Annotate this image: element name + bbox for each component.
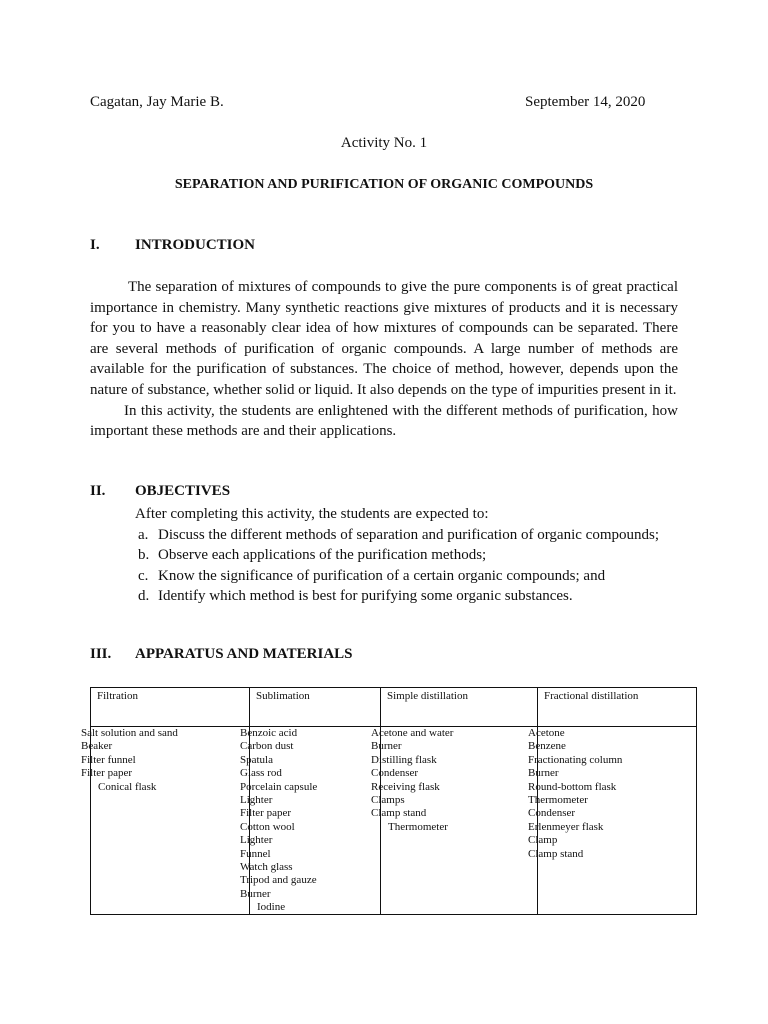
objective-item [135, 525, 659, 546]
objectives-list [135, 525, 659, 607]
list-item: Round-bottom flask [528, 780, 617, 793]
list-item: Burner [371, 740, 402, 753]
materials-cell-filtration [81, 727, 250, 915]
section-numeral-apparatus: III. [90, 646, 112, 662]
list-item: Acetone [528, 727, 565, 739]
document-date: September 14, 2020 [525, 94, 646, 110]
list-item: Beaker [81, 740, 113, 753]
introduction-paragraph: In this activity, the students are enlightened with the different methods of purification, how important these methods are and their applications. [90, 402, 678, 440]
column-header-sublimation: Sublimation [250, 688, 381, 727]
list-item: Tripod and gauze [240, 874, 317, 887]
list-item: Porcelain capsule [240, 780, 318, 793]
materials-list [81, 727, 178, 794]
column-header-simple-distillation: Simple distillation [381, 688, 538, 727]
list-item: Carbon dust [240, 740, 294, 753]
objective-label: b. [138, 547, 150, 564]
materials-table [81, 687, 697, 915]
objective-label: a. [138, 526, 149, 543]
document-title: SEPARATION AND PURIFICATION OF ORGANIC COMPOUNDS [174, 177, 594, 192]
list-item: Condenser [528, 807, 576, 820]
objectives-body [135, 504, 659, 607]
list-item: Benzoic acid [240, 727, 298, 739]
list-item: Filter paper [240, 807, 292, 820]
introduction-body [90, 277, 678, 442]
section-numeral-intro: I. [90, 237, 100, 253]
introduction-paragraph: The separation of mixtures of compounds to give the pure components is of great practical importance in chemistry. Many synthetic reactions give mixtures of products and it is necessary for you to have a reasonably clear idea of how mixtures of compounds can be separated. There are several methods of purification of organic compounds. A large number of methods are available for the purification of substances. The choice of method, however, depends upon the nature of substance, whether solid or liquid. It also depends on the type of impurities present in it. [90, 279, 678, 398]
section-heading-apparatus: APPARATUS AND MATERIALS [135, 646, 353, 662]
objective-label: c. [138, 567, 149, 584]
section-numeral-objectives: II. [90, 483, 106, 499]
column-header-fractional-distillation: Fractional distillation [538, 688, 697, 727]
list-item: Watch glass [240, 861, 293, 874]
list-item: Clamps [371, 794, 405, 807]
list-item: Burner [528, 767, 559, 780]
list-item: Salt solution and sand [81, 727, 178, 739]
list-item: Conical flask [98, 780, 157, 793]
list-item: Lighter [240, 794, 273, 807]
materials-cell-simple-distillation [371, 727, 538, 915]
materials-cell-fractional-distillation [528, 727, 697, 915]
list-item: Fractionating column [528, 753, 623, 766]
objectives-lead: After completing this activity, the students are expected to: [135, 506, 489, 522]
list-item: Spatula [240, 753, 273, 766]
list-item: Burner [240, 887, 271, 900]
materials-list [528, 727, 622, 861]
objective-text: Observe each applications of the purification methods; [158, 547, 487, 564]
objective-item [135, 545, 659, 566]
list-item: Receiving flask [371, 780, 440, 793]
materials-list [240, 727, 317, 915]
list-item: Erlenmeyer flask [528, 820, 604, 833]
objective-text: Discuss the different methods of separation and purification of organic compounds; [158, 526, 659, 543]
list-item: Lighter [240, 834, 273, 847]
objective-item [135, 566, 659, 587]
section-heading-objectives: OBJECTIVES [135, 483, 231, 499]
list-item: Glass rod [240, 767, 282, 780]
list-item: Clamp stand [371, 807, 427, 820]
activity-number: Activity No. 1 [340, 135, 428, 151]
table-header-row [91, 688, 697, 727]
author-name: Cagatan, Jay Marie B. [90, 94, 224, 110]
list-item: Filter paper [81, 767, 133, 780]
list-item: Acetone and water [371, 727, 454, 739]
objective-item [135, 586, 659, 607]
list-item: Distilling flask [371, 753, 437, 766]
list-item: Funnel [240, 847, 271, 860]
list-item: Thermometer [528, 794, 588, 807]
table-body-row [91, 727, 697, 915]
objective-text: Know the significance of purification of a certain organic compounds; and [158, 567, 606, 584]
list-item: Filter funnel [81, 753, 136, 766]
materials-cell-sublimation [240, 727, 381, 915]
section-heading-intro: INTRODUCTION [135, 237, 256, 253]
list-item: Iodine [257, 901, 286, 914]
list-item: Thermometer [388, 820, 448, 833]
column-header-filtration: Filtration [91, 688, 250, 727]
list-item: Clamp [528, 834, 558, 847]
list-item: Condenser [371, 767, 419, 780]
objective-label: d. [138, 588, 150, 605]
list-item: Clamp stand [528, 847, 584, 860]
materials-list [371, 727, 453, 834]
list-item: Cotton wool [240, 820, 295, 833]
list-item: Benzene [528, 740, 566, 753]
objective-text: Identify which method is best for purifying some organic substances. [158, 588, 573, 605]
